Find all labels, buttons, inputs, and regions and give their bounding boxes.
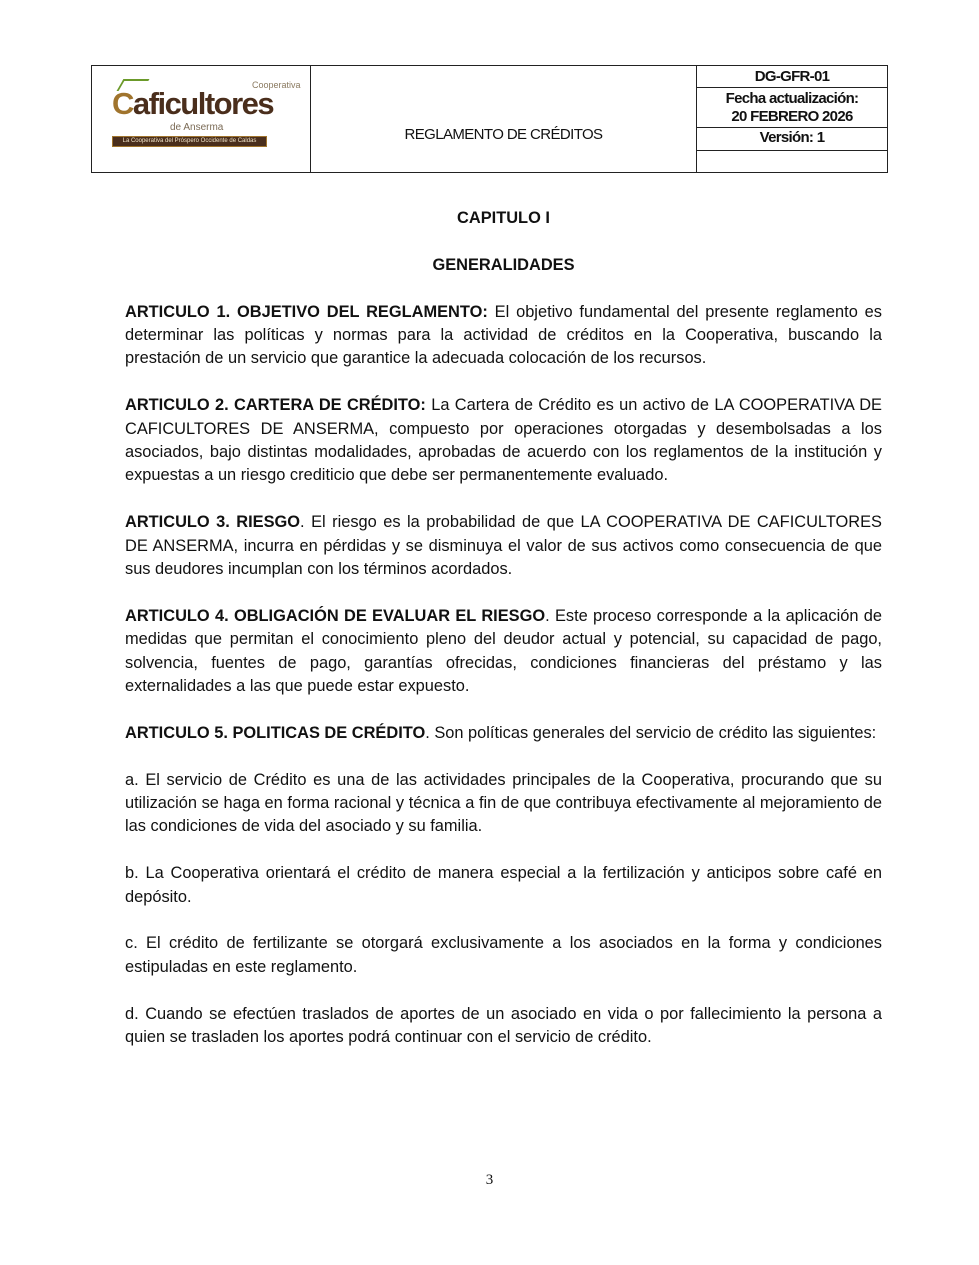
paragraph [125, 1003, 882, 1050]
logo-name [112, 86, 273, 122]
paragraph [125, 511, 882, 581]
article-heading: ARTICULO 4. OBLIGACIÓN DE EVALUAR EL RIESGO [125, 606, 546, 625]
paragraph-text: La Cartera de Crédito es un activo de LA COOPERATIVA DE CAFICULTORES DE ANSERMA, compuesto por operaciones otorgadas y desembolsadas a los asociados, bajo distintas modalidades, aprobadas de acuerdo con los reglamentos de la institución y expuestas a un riesgo crediticio que debe ser permanentemente evaluado. [125, 396, 882, 485]
logo-subtitle: de Anserma [170, 122, 224, 133]
update-date [697, 88, 887, 128]
paragraph [125, 932, 882, 979]
company-logo [92, 66, 311, 172]
paragraph-text: a. El servicio de Crédito es una de las actividades principales de la Cooperativa, procurando que su utilización se haga en forma racional y técnica a fin de que contribuya efectivamente al mejoramiento de las condiciones de vida del asociado y su familia. [125, 770, 882, 836]
paragraph-text: . Son políticas generales del servicio de crédito las siguientes: [425, 723, 877, 742]
paragraph [125, 394, 882, 488]
paragraph-text: c. El crédito de fertilizante se otorgará exclusivamente a los asociados en la forma y condiciones estipuladas en este reglamento. [125, 934, 882, 976]
document-title: REGLAMENTO DE CRÉDITOS [311, 66, 697, 172]
paragraph [125, 605, 882, 699]
article-heading: ARTICULO 2. CARTERA DE CRÉDITO: [125, 396, 426, 415]
article-heading: ARTICULO 3. RIESGO [125, 513, 301, 532]
paragraph-text: d. Cuando se efectúen traslados de aportes de un asociado en vida o por fallecimiento la persona a quien se trasladen los aportes podrá continuar con el servicio de crédito. [125, 1004, 882, 1047]
paragraph [125, 769, 882, 839]
document-body [125, 207, 882, 1073]
page-number: 3 [485, 1172, 494, 1188]
paragraph-text: El objetivo fundamental del presente reglamento es determinar las políticas y normas para la actividad de créditos en la Cooperativa, buscando la prestación de un servicio que garantice la adecuada colocación de los recursos. [125, 302, 882, 368]
paragraph [125, 862, 882, 909]
logo-name-initial: C [112, 86, 133, 121]
paragraph-text: . Este proceso corresponde a la aplicación de medidas que permitan el conocimiento pleno del deudor actual y potencial, su capacidad de pago, solvencia, fuentes de pago, garantías ofrecidas, condiciones financieras del préstamo y las externalidades a las que puede estar expuesto. [125, 606, 882, 696]
document-header [91, 65, 888, 173]
logo-name-rest: aficultores [132, 86, 274, 121]
paragraph [125, 722, 882, 745]
logo-tagline: La Cooperativa del Próspero Occidente de Caldas [112, 136, 267, 147]
empty-cell [697, 151, 887, 172]
section-heading: GENERALIDADES [432, 255, 575, 274]
paragraph-text: b. La Cooperativa orientará el crédito de manera especial a la fertilización y anticipos sobre café en depósito. [125, 864, 882, 906]
paragraph [125, 301, 882, 371]
date-value: 20 FEBRERO 2026 [731, 108, 853, 125]
date-label: Fecha actualización: [725, 90, 859, 107]
document-code: DG-GFR-01 [697, 66, 887, 88]
logo-small-text: Cooperativa [252, 80, 301, 90]
document-meta [697, 66, 887, 172]
article-heading: ARTICULO 5. POLITICAS DE CRÉDITO [125, 723, 426, 742]
document-version: Versión: 1 [697, 128, 887, 151]
chapter-heading: CAPITULO I [457, 209, 550, 227]
paragraph-text: . El riesgo es la probabilidad de que LA COOPERATIVA DE CAFICULTORES DE ANSERMA, incurra en pérdidas y se disminuya el valor de sus activos como consecuencia de que sus deudores incumplan con los términos acordados. [125, 513, 882, 579]
article-heading: ARTICULO 1. OBJETIVO DEL REGLAMENTO: [125, 302, 488, 321]
